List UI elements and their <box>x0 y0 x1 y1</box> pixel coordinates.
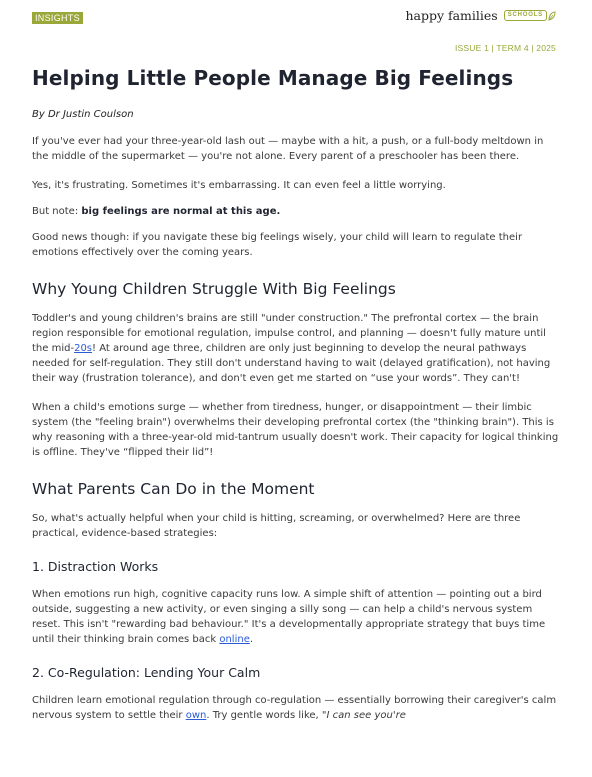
issue-info: ISSUE 1 | TERM 4 | 2025 <box>455 43 556 53</box>
article <box>32 64 560 723</box>
paragraph: If you've ever had your three-year-old lash out — maybe with a hit, a push, or a full-body meltdown in the middle of the supermarket — you're not alone. Every parent of a preschooler has been there. <box>32 136 544 162</box>
link-online[interactable]: online <box>219 634 250 645</box>
paragraph <box>32 587 560 647</box>
brand-name: happy families <box>405 8 498 23</box>
brand-badge: SCHOOLS <box>504 10 547 21</box>
text: Children learn emotional regulation through co-regulation — essentially borrowing their caregiver's calm nervous system to settle their <box>32 695 557 721</box>
article-title: Helping Little People Manage Big Feelings <box>32 66 514 90</box>
section-heading: What Parents Can Do in the Moment <box>32 480 315 498</box>
text: . <box>249 634 254 645</box>
text: But note: <box>32 206 82 217</box>
byline: By Dr Justin Coulson <box>32 109 134 120</box>
paragraph: Yes, it's frustrating. Sometimes it's embarrassing. It can even feel a little worrying. <box>32 180 446 191</box>
paragraph <box>32 311 560 386</box>
text: Toddler's and young children's brains are still "under construction." The prefrontal cortex — the brain region responsible for emotional regulation, impulse control, and planning — doesn't fully mature until the mid- <box>32 313 546 354</box>
text: ! At around age three, children are only just beginning to develop the neural pathways needed for self-regulation. They still don't understand having to wait (delayed gratification), not having their way (frustration tolerance), and don't even get me started on “use your words”. They can't! <box>32 343 551 384</box>
leaf-icon <box>548 11 556 21</box>
paragraph: When a child's emotions surge — whether from tiredness, hunger, or disappointment — their limbic system (the "feeling brain") overwhelms their developing prefrontal cortex (the "thinking brain"). This is why reasoning with a three-year-old mid-tantrum usually doesn't work. Their capacity for logical thinking is offline. They've “flipped their lid”! <box>32 402 559 458</box>
section-heading: Why Young Children Struggle With Big Feelings <box>32 280 396 298</box>
italic-text: "I can see you're <box>321 710 406 721</box>
page-header <box>0 0 592 53</box>
link-20s[interactable]: 20s <box>74 343 93 354</box>
bold-text: big feelings are normal at this age. <box>81 206 281 217</box>
brand-logo <box>405 8 556 23</box>
paragraph <box>32 693 560 723</box>
paragraph <box>32 204 560 219</box>
text: . Try gentle words like, <box>206 710 322 721</box>
paragraph: Good news though: if you navigate these big feelings wisely, your child will learn to regulate their emotions effectively over the coming years. <box>32 232 523 258</box>
section-tag: INSIGHTS <box>32 12 83 24</box>
subsection-heading: 2. Co-Regulation: Lending Your Calm <box>32 665 261 680</box>
paragraph: So, what's actually helpful when your child is hitting, screaming, or overwhelmed? Here are three practical, evidence-based strategies: <box>32 513 521 539</box>
text: When emotions run high, cognitive capacity runs low. A simple shift of attention — pointing out a bird outside, suggesting a new activity, or even singing a silly song — can help a child's nervous system reset. This isn't "rewarding bad behaviour." It's a developmentally appropriate strategy that buys time until their thinking brain comes back <box>32 589 546 645</box>
link-own[interactable]: own <box>185 710 207 721</box>
subsection-heading: 1. Distraction Works <box>32 559 159 574</box>
